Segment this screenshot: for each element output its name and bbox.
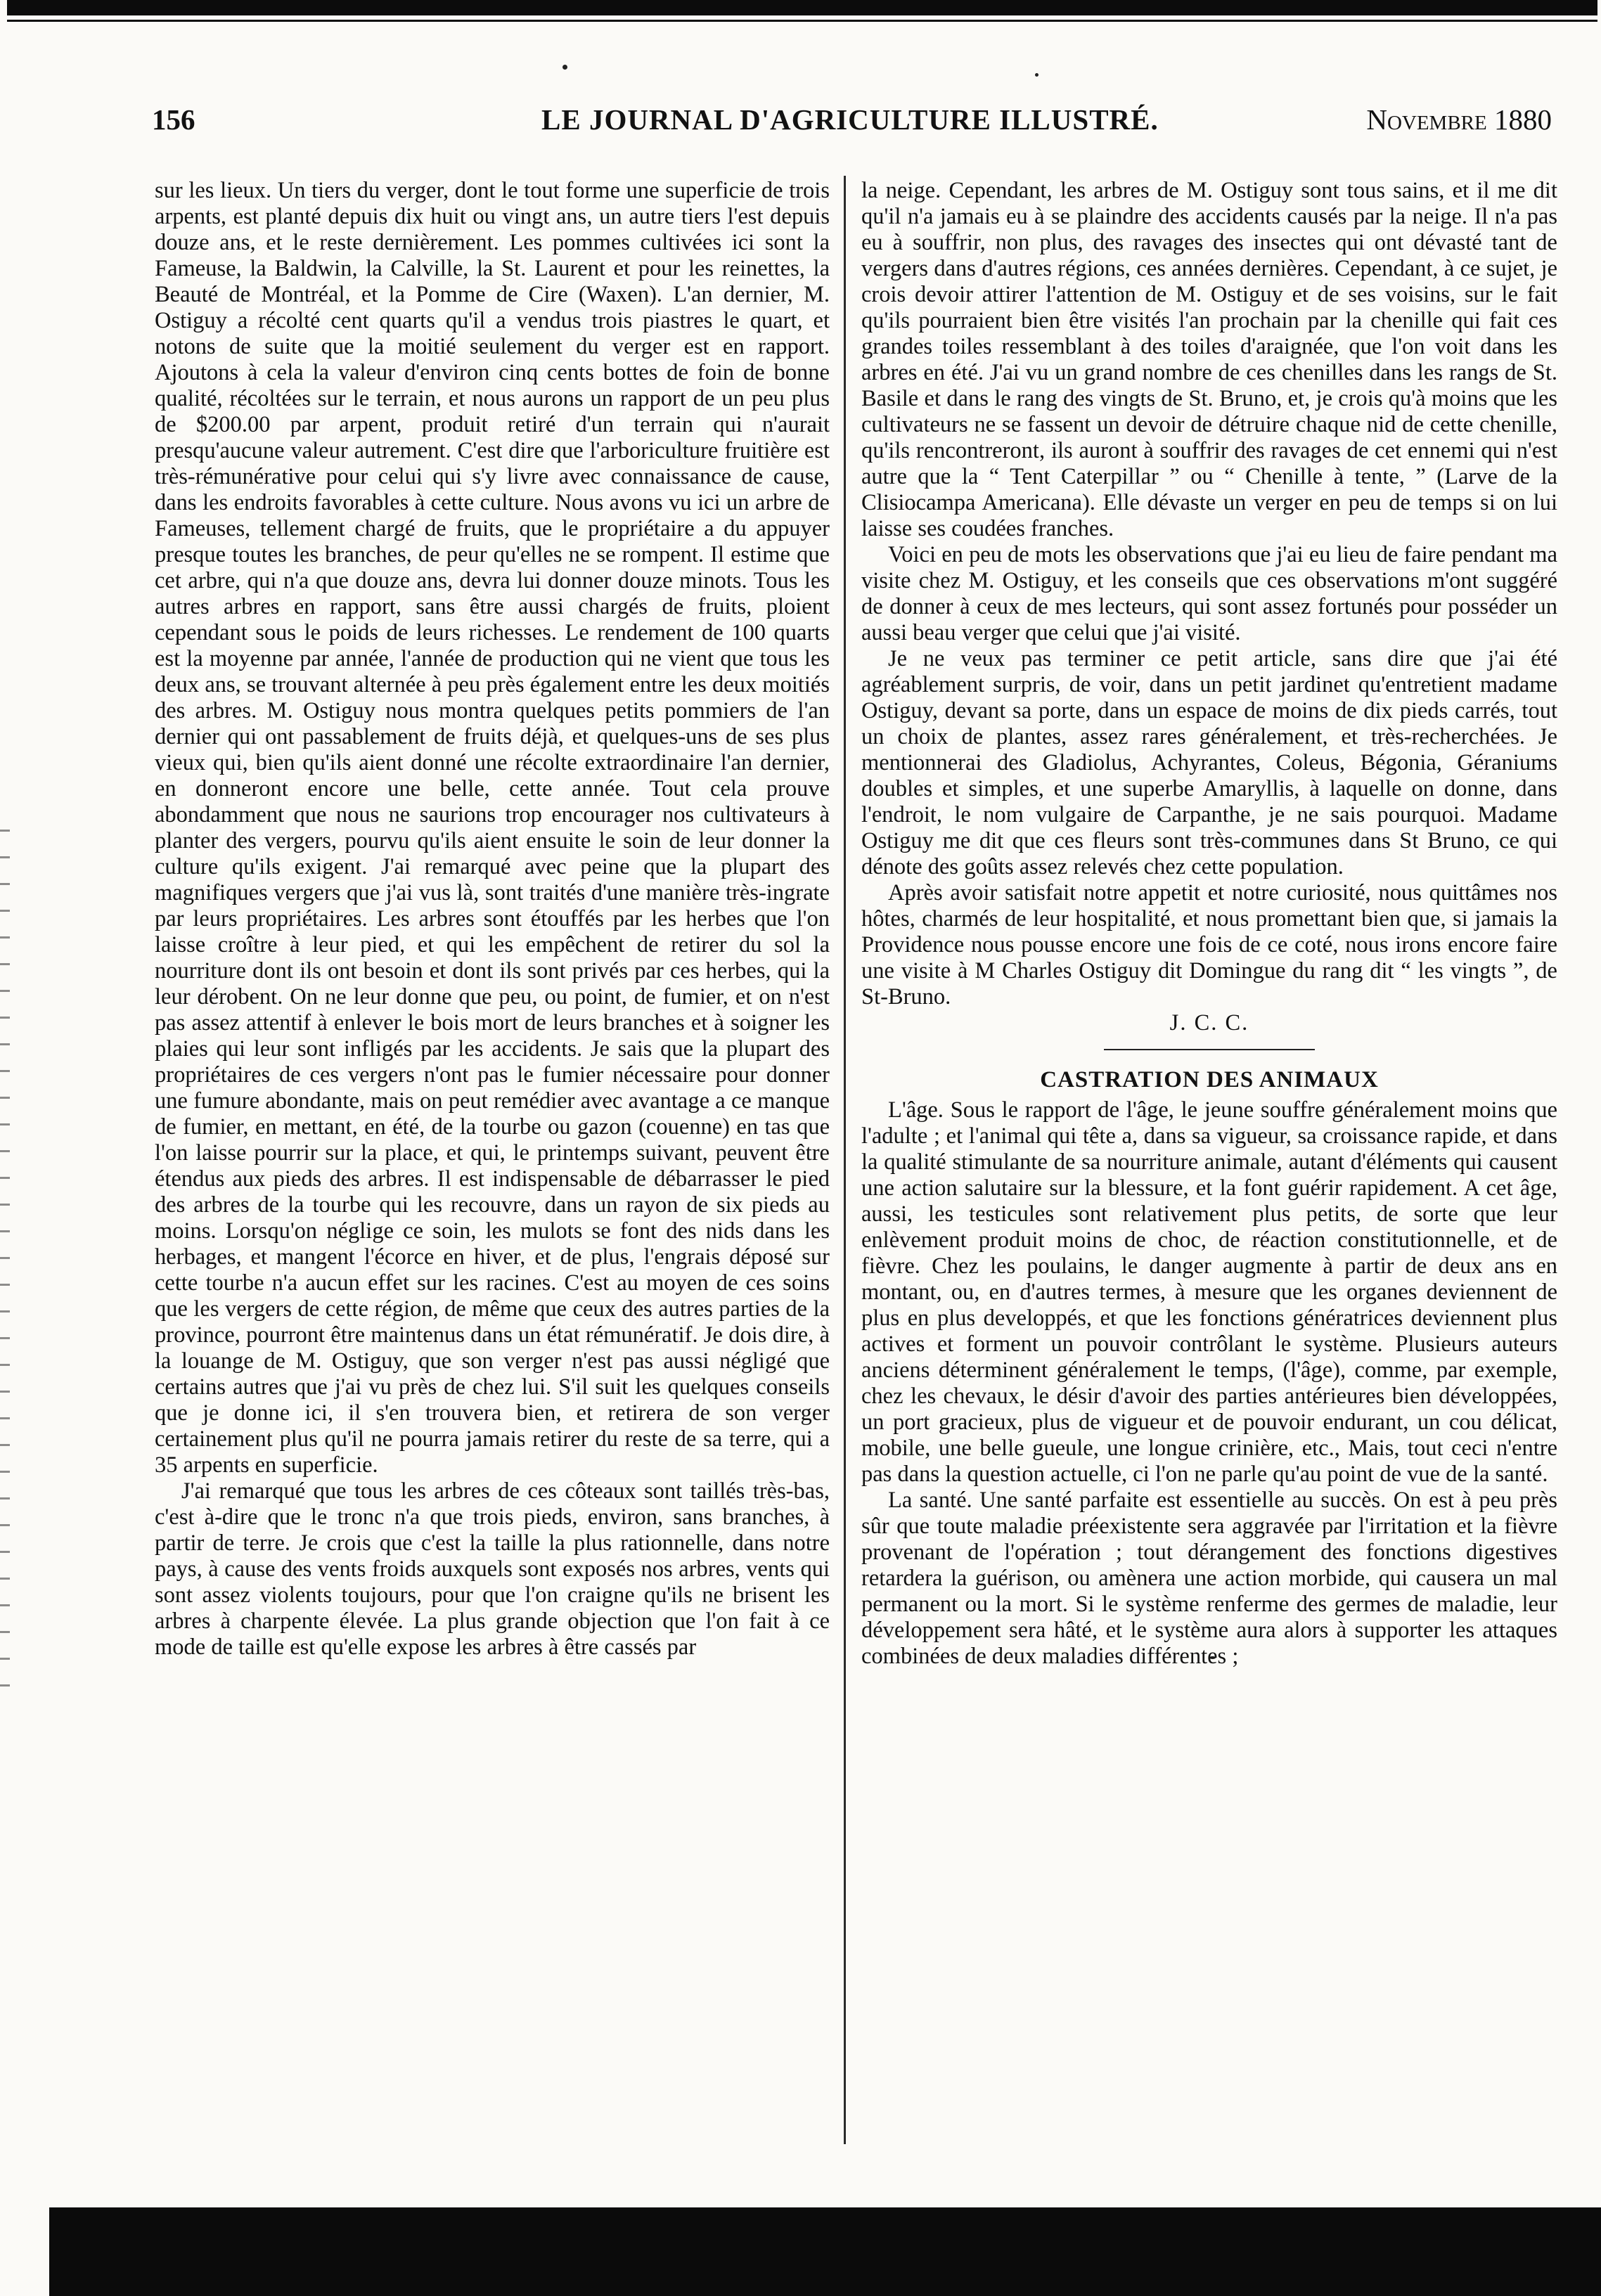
page-number: 156 bbox=[152, 103, 195, 136]
right-column bbox=[861, 178, 1557, 1670]
article-paragraph: L'âge. Sous le rapport de l'âge, le jeune souffre généralement moins que l'adulte ; et l'animal qui tête a, dans sa vigueur, sa croissance rapide, et dans la qualité stimulante de sa nourriture animale, autant d'éléments qui causent une action salutaire sur la blessure, et la font guérir rapidement. A cet âge, aussi, les testicules sont relativement plus petits, de sorte que leur enlèvement produit moins de choc, de réaction constitutionnelle, et de fièvre. Chez les poulains, le danger augmente à partir de deux ans en montant, ou, en d'autres termes, à mesure que les organes deviennent de plus en plus developpés, et que les fonctions génératrices deviennent plus actives et forment un pouvoir contrôlant le système. Plusieurs auteurs anciens déterminent généralement le temps, (l'âge), comme, par exemple, chez les chevaux, le désir d'avoir des parties antérieures bien développées, un port gracieux, plus de vigueur et de pouvoir endurant, un cou délicat, mobile, une belle gueule, une longue crinière, etc., Mais, tout ceci n'entre pas dans la question actuelle, ci l'on ne parle qu'au point de vue de la santé. bbox=[861, 1097, 1557, 1487]
top-border-rule bbox=[7, 0, 1597, 15]
scan-edge-specks bbox=[0, 830, 10, 1687]
article-paragraph: sur les lieux. Un tiers du verger, dont le tout forme une superficie de trois arpents, est planté depuis dix huit ou vingt ans, un autre tiers l'est depuis douze ans, et le reste dernièrement. Les pommes cultivées ici sont la Fameuse, la Baldwin, la Calville, la St. Laurent et pour les reinettes, la Beauté de Montréal, et la Pomme de Cire (Waxen). L'an dernier, M. Ostiguy a récolté cent quarts qu'il a vendus trois piastres le quart, et notons de suite que la moitié seulement du verger est en rapport. Ajoutons à cela la valeur d'environ cinq cents bottes de foin de bonne qualité, récoltées sur le terrain, et nous aurons un rapport de un peu plus de $200.00 par arpent, produit retiré d'un terrain qui n'aurait presqu'aucune valeur autrement. C'est dire que l'arboriculture fruitière est très-rémunérative pour celui qui s'y livre avec connaissance de cause, dans les endroits favorables à cette culture. Nous avons vu ici un arbre de Fameuses, tellement chargé de fruits, que le propriétaire a du appuyer presque toutes les branches, de peur qu'elles ne se rompent. Il estime que cet arbre, qui n'a que douze ans, devra lui donner douze minots. Tous les autres arbres en rapport, sans être aussi chargés de fruits, ploient cependant sous le poids de leurs richesses. Le rendement de 100 quarts est la moyenne par année, l'année de production qui ne vient que tous les deux ans, se trouvant alternée à peu près également entre les deux moitiés des arbres. M. Ostiguy nous montra quelques petits pommiers de l'an dernier qui ont passablement de fruits déjà, et quelques-uns de ses plus vieux qui, bien qu'ils aient donné une récolte extraordinaire l'an dernier, en donneront encore une belle, cette année. Tout cela prouve abondamment que nous ne saurions trop encourager nos cultivateurs à planter des vergers, pourvu qu'ils aient ensuite le soin de leur donner la culture qu'ils exigent. J'ai remarqué avec peine que la plupart des magnifiques vergers que j'ai vus là, sont traités d'une manière très-ingrate par leurs propriétaires. Les arbres sont étouffés par les herbes que l'on laisse croître à leur pied, et qui les empêchent de retirer du sol la nourriture dont ils ont besoin et dont ils sont privés par ces herbes, qui la leur dérobent. On ne leur donne que peu, ou point, de fumier, et on n'est pas assez attentif à enlever le bois mort de leurs branches et à soigner les plaies qui leur sont infligés par les accidents. Je sais que la plupart des propriétaires de ces vergers n'ont pas le fumier nécessaire pour donner une fumure abondante, mais on peut remédier avec avantage a ce manque de fumier, en mettant, en été, de la tourbe ou gazon (couenne) en tas que l'on laisse pourrir sur la place, et qui, le printemps suivant, peuvent être étendus aux pieds des arbres. Il est indispensable de débarrasser le pied des arbres de la tourbe qui les recouvre, dans un rayon de six pieds au moins. Lorsqu'on néglige ce soin, les mulots se font des nids dans les herbages, et mangent l'écorce en hiver, et de plus, l'engrais déposé sur cette tourbe n'a aucun effet sur les racines. C'est au moyen de ces soins que les vergers de cette région, de même que ceux des autres parties de la province, pourront être maintenus dans un état rémunératif. Je dois dire, à la louange de M. Ostiguy, que son verger n'est pas aussi négligé que certains autres que j'ai vu près de chez lui. S'il suit les quelques conseils que je donne ici, il s'en trouvera bien, et retirera de son verger certainement plus qu'il ne pourra jamais retirer du reste de sa terre, qui a 35 arpents en superficie. bbox=[155, 178, 830, 1478]
top-thin-rule bbox=[7, 20, 1597, 22]
article-paragraph: la neige. Cependant, les arbres de M. Ostiguy sont tous sains, et il me dit qu'il n'a jamais eu à se plaindre des accidents causés par la neige. Il n'a pas eu à souffrir, non plus, des ravages des insectes qui ont dévasté tant de vergers dans d'autres régions, ces années dernières. Cependant, à ce sujet, je crois devoir attirer l'attention de M. Ostiguy et de ses voisins, sur le fait qu'ils pourraient bien être visités l'an prochain par la chenille qui fait ces grandes toiles ressemblant à des toiles d'araignée, que l'on voit dans les arbres en été. J'ai vu un grand nombre de ces chenilles dans les rangs de St. Basile et dans le rang des vingts de St. Bruno, et, je crois qu'à moins que les cultivateurs ne se fassent un devoir de détruire chaque nid de cette chenille, qu'ils rencontreront, ils auront à souffrir des ravages de cet ennemi qui n'est autre que la “ Tent Caterpillar ” ou “ Chenille à tente, ” (Larve de la Clisiocampa Americana). Elle dévaste un verger en peu de temps si on lui laisse ses coudées franches. bbox=[861, 178, 1557, 541]
section-title: CASTRATION DES ANIMAUX bbox=[1040, 1067, 1379, 1092]
bottom-border-rule bbox=[49, 2207, 1601, 2296]
scan-speck bbox=[562, 65, 567, 70]
scan-speck bbox=[1035, 73, 1039, 77]
article-paragraph: La santé. Une santé parfaite est essentielle au succès. On est à peu près sûr que toute maladie préexistente sera aggravée par l'irritation et la fièvre provenant de l'opération ; tout dérangement des fonctions digestives retardera la guérison, ou amènera une action morbide, qui causera un mal permanent ou la mort. Si le système renferme des germes de maladie, leur développement sera hâté, et le système aura alors à supporter les attaques combinées de deux maladies différentes ; bbox=[861, 1488, 1557, 1669]
column-divider bbox=[844, 176, 846, 2144]
left-column bbox=[155, 178, 830, 1660]
journal-title: LE JOURNAL D'AGRICULTURE ILLUSTRÉ. bbox=[541, 103, 1159, 136]
article-paragraph: Je ne veux pas terminer ce petit article, sans dire que j'ai été agréablement surpris, de voir, dans un petit jardinet qu'entretient madame Ostiguy, devant sa porte, dans un espace de moins de dix pieds carrés, tout un choix de plantes, assez rares généralement, et très-recherchées. Je mentionnerai des Gladiolus, Achyrantes, Coleus, Bégonia, Géraniums doubles et simples, et une superbe Amaryllis, à laquelle on donne, dans l'endroit, le nom vulgaire de Carpanthe, je ne sais pourquoi. Madame Ostiguy me dit que ces fleurs sont très-communes dans St Bruno, ce qui dénote des goûts assez relevés chez cette population. bbox=[861, 646, 1557, 879]
article-paragraph: J'ai remarqué que tous les arbres de ces côteaux sont taillés très-bas, c'est à-dire que le tronc n'a que trois pieds, environ, sans branches, à partir de terre. Je crois que c'est la taille la plus rationnelle, dans notre pays, à cause des vents froids auxquels sont exposés nos arbres, vents qui sont assez violents toujours, pour que l'on craigne qu'ils ne brisent les arbres à charpente élevée. La plus grande objection que l'on fait à ce mode de taille est qu'elle expose les arbres à être cassés par bbox=[155, 1478, 830, 1660]
section-rule bbox=[1104, 1049, 1315, 1050]
issue-date: Novembre 1880 bbox=[1366, 103, 1552, 136]
author-signature: J. C. C. bbox=[1169, 1010, 1249, 1036]
article-paragraph: Après avoir satisfait notre appetit et notre curiosité, nous quittâmes nos hôtes, charmés de leur hospitalité, et nous promettant bien que, si jamais la Providence nous pousse encore une fois de ce coté, nous irons encore faire une visite à M Charles Ostiguy dit Domingue du rang dit “ les vingts ”, de St-Bruno. bbox=[861, 880, 1557, 1010]
article-paragraph: Voici en peu de mots les observations que j'ai eu lieu de faire pendant ma visite chez M. Ostiguy, et les conseils que ces observations m'ont suggéré de donner à ceux de mes lecteurs, qui sont assez fortunés pour posséder un aussi beau verger que celui que j'ai visité. bbox=[861, 542, 1557, 645]
